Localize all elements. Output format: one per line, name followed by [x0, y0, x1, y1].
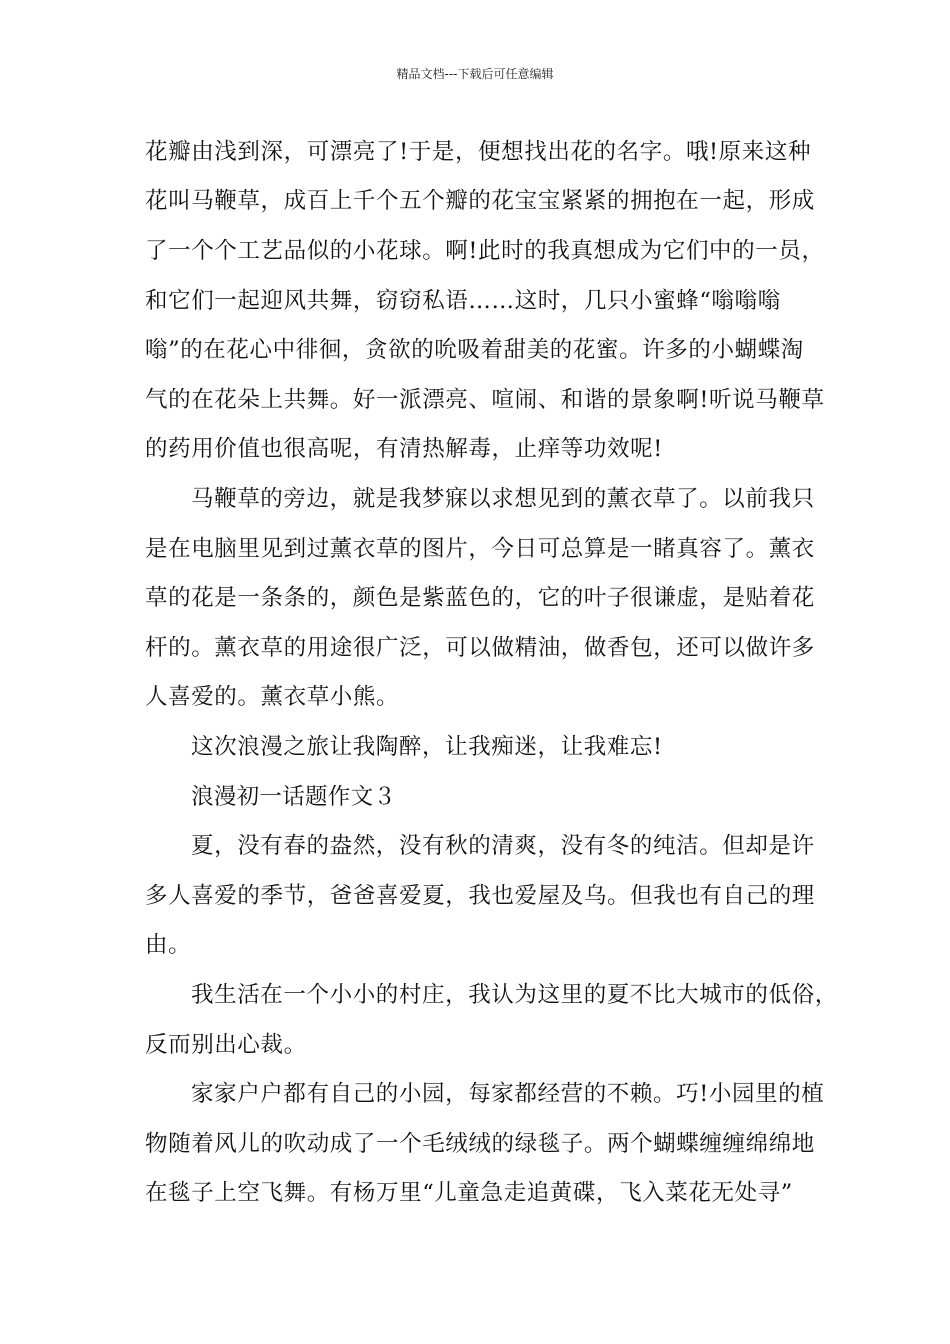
text-line: 是在电脑里见到过薰衣草的图片，今日可总算是一睹真容了。薰衣	[145, 536, 815, 562]
paragraph-first-line: 夏，没有春的盎然，没有秋的清爽，没有冬的纯洁。但却是许	[191, 833, 815, 859]
paragraph-first-line: 家家户户都有自己的小园，每家都经营的不赖。巧!小园里的植	[191, 1081, 825, 1107]
text-line: 花叫马鞭草，成百上千个五个瓣的花宝宝紧紧的拥抱在一起，形成	[145, 188, 815, 214]
text-line: 由。	[145, 932, 192, 958]
paragraph-first-line: 这次浪漫之旅让我陶醉，让我痴迷，让我难忘!	[191, 734, 663, 760]
text-line: 多人喜爱的季节，爸爸喜爱夏，我也爱屋及乌。但我也有自己的理	[145, 883, 815, 909]
text-line: 草的花是一条条的，颜色是紫蓝色的，它的叶子很谦虚，是贴着花	[145, 585, 815, 611]
text-line: 嗡”的在花心中徘徊，贪欲的吮吸着甜美的花蜜。许多的小蝴蝶淘	[145, 337, 804, 363]
page-header: 精品文档---下载后可任意编辑	[396, 67, 554, 81]
paragraph-first-line: 我生活在一个小小的村庄，我认为这里的夏不比大城市的低俗，	[191, 982, 838, 1008]
text-line: 物随着风儿的吹动成了一个毛绒绒的绿毯子。两个蝴蝶缠缠绵绵地	[145, 1131, 815, 1157]
section-title: 浪漫初一话题作文３	[191, 784, 397, 810]
text-line: 花瓣由浅到深，可漂亮了!于是，便想找出花的名字。哦!原来这种	[145, 139, 812, 165]
text-line: 了一个个工艺品似的小花球。啊!此时的我真想成为它们中的一员，	[145, 238, 825, 264]
paragraph-first-line: 马鞭草的旁边，就是我梦寐以求想见到的薰衣草了。以前我只	[191, 486, 815, 512]
text-line: 气的在花朵上共舞。好一派漂亮、喧闹、和谐的景象啊!听说马鞭草	[145, 387, 825, 413]
text-line: 反而别出心裁。	[145, 1032, 307, 1058]
text-line: 和它们一起迎风共舞，窃窃私语……这时，几只小蜜蜂“嗡嗡嗡	[145, 288, 781, 314]
text-line: 人喜爱的。薰衣草小熊。	[145, 684, 400, 710]
text-line: 杆的。薰衣草的用途很广泛，可以做精油，做香包，还可以做许多	[145, 635, 815, 661]
text-line: 的药用价值也很高呢，有清热解毒，止痒等功效呢!	[145, 436, 663, 462]
text-line: 在毯子上空飞舞。有杨万里“儿童急走追黄碟，飞入菜花无处寻”	[145, 1180, 793, 1206]
